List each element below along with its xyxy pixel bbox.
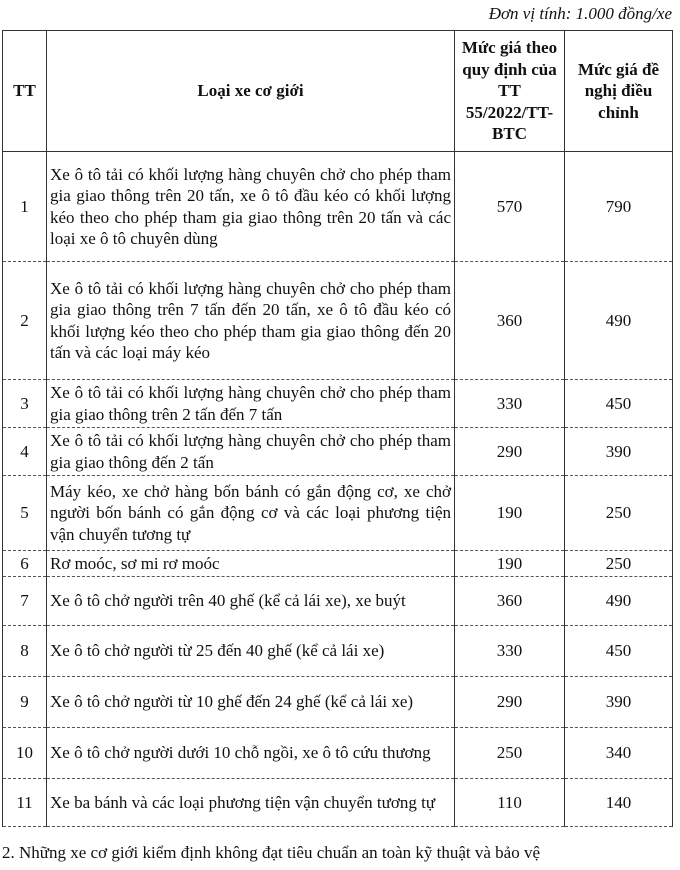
- row-number: 1: [3, 152, 47, 262]
- table-row: [3, 428, 673, 476]
- header-tt: TT: [3, 31, 47, 152]
- vehicle-type: Xe ô tô chở người từ 25 đến 40 ghế (kể cả lái xe): [47, 626, 455, 677]
- vehicle-type: Xe ba bánh và các loại phương tiện vận chuyển tương tự: [47, 779, 455, 827]
- table-row: [3, 728, 673, 779]
- row-number: 11: [3, 779, 47, 827]
- proposed-price: 340: [565, 728, 673, 779]
- proposed-price: 490: [565, 577, 673, 626]
- header-current-price: Mức giá theo quy định của TT 55/2022/TT-BTC: [455, 31, 565, 152]
- proposed-price: 450: [565, 626, 673, 677]
- unit-note: Đơn vị tính: 1.000 đồng/xe: [488, 4, 672, 23]
- table-row: [3, 779, 673, 827]
- vehicle-type: Máy kéo, xe chở hàng bốn bánh có gắn động cơ, xe chở người bốn bánh có gắn động cơ và các loại phương tiện vận chuyển tương tự: [47, 476, 455, 551]
- row-number: 4: [3, 428, 47, 476]
- row-number: 7: [3, 577, 47, 626]
- current-price: 330: [455, 626, 565, 677]
- row-number: 6: [3, 551, 47, 577]
- table-row: [3, 551, 673, 577]
- proposed-price: 250: [565, 551, 673, 577]
- proposed-price: 140: [565, 779, 673, 827]
- fee-table: [2, 30, 673, 827]
- row-number: 3: [3, 380, 47, 428]
- vehicle-type: Xe ô tô chở người từ 10 ghế đến 24 ghế (kể cả lái xe): [47, 677, 455, 728]
- current-price: 360: [455, 577, 565, 626]
- vehicle-type: Xe ô tô chở người trên 40 ghế (kể cả lái xe), xe buýt: [47, 577, 455, 626]
- current-price: 110: [455, 779, 565, 827]
- vehicle-type: Xe ô tô tải có khối lượng hàng chuyên chở cho phép tham gia giao thông trên 2 tấn đến 7 tấn: [47, 380, 455, 428]
- current-price: 290: [455, 428, 565, 476]
- footer-paragraph: 2. Những xe cơ giới kiểm định không đạt tiêu chuẩn an toàn kỹ thuật và bảo vệ: [2, 843, 541, 862]
- current-price: 190: [455, 551, 565, 577]
- current-price: 190: [455, 476, 565, 551]
- vehicle-type: Xe ô tô tải có khối lượng hàng chuyên chở cho phép tham gia giao thông đến 2 tấn: [47, 428, 455, 476]
- table-row: [3, 577, 673, 626]
- table-row: [3, 476, 673, 551]
- row-number: 2: [3, 262, 47, 380]
- table-row: [3, 677, 673, 728]
- row-number: 8: [3, 626, 47, 677]
- proposed-price: 490: [565, 262, 673, 380]
- proposed-price: 450: [565, 380, 673, 428]
- current-price: 360: [455, 262, 565, 380]
- row-number: 9: [3, 677, 47, 728]
- vehicle-type: Rơ moóc, sơ mi rơ moóc: [47, 551, 455, 577]
- vehicle-type: Xe ô tô chở người dưới 10 chỗ ngồi, xe ô tô cứu thương: [47, 728, 455, 779]
- row-number: 5: [3, 476, 47, 551]
- table-row: [3, 262, 673, 380]
- proposed-price: 390: [565, 428, 673, 476]
- table-row: [3, 380, 673, 428]
- table-row: [3, 626, 673, 677]
- row-number: 10: [3, 728, 47, 779]
- current-price: 330: [455, 380, 565, 428]
- header-proposed-price: Mức giá đề nghị điều chỉnh: [565, 31, 673, 152]
- current-price: 290: [455, 677, 565, 728]
- table-row: [3, 152, 673, 262]
- current-price: 570: [455, 152, 565, 262]
- header-vehicle-type: Loại xe cơ giới: [47, 31, 455, 152]
- proposed-price: 250: [565, 476, 673, 551]
- current-price: 250: [455, 728, 565, 779]
- proposed-price: 390: [565, 677, 673, 728]
- vehicle-type: Xe ô tô tải có khối lượng hàng chuyên chở cho phép tham gia giao thông trên 7 tấn đến 20 tấn, xe ô tô đầu kéo có khối lượng kéo theo cho phép tham gia giao thông đến 20 tấn và các loại máy kéo: [47, 262, 455, 380]
- table-header-row: [3, 31, 673, 152]
- proposed-price: 790: [565, 152, 673, 262]
- vehicle-type: Xe ô tô tải có khối lượng hàng chuyên chở cho phép tham gia giao thông trên 20 tấn, xe ô tô đầu kéo có khối lượng kéo theo cho phép tham gia giao thông trên 20 tấn và các loại xe ô tô chuyên dùng: [47, 152, 455, 262]
